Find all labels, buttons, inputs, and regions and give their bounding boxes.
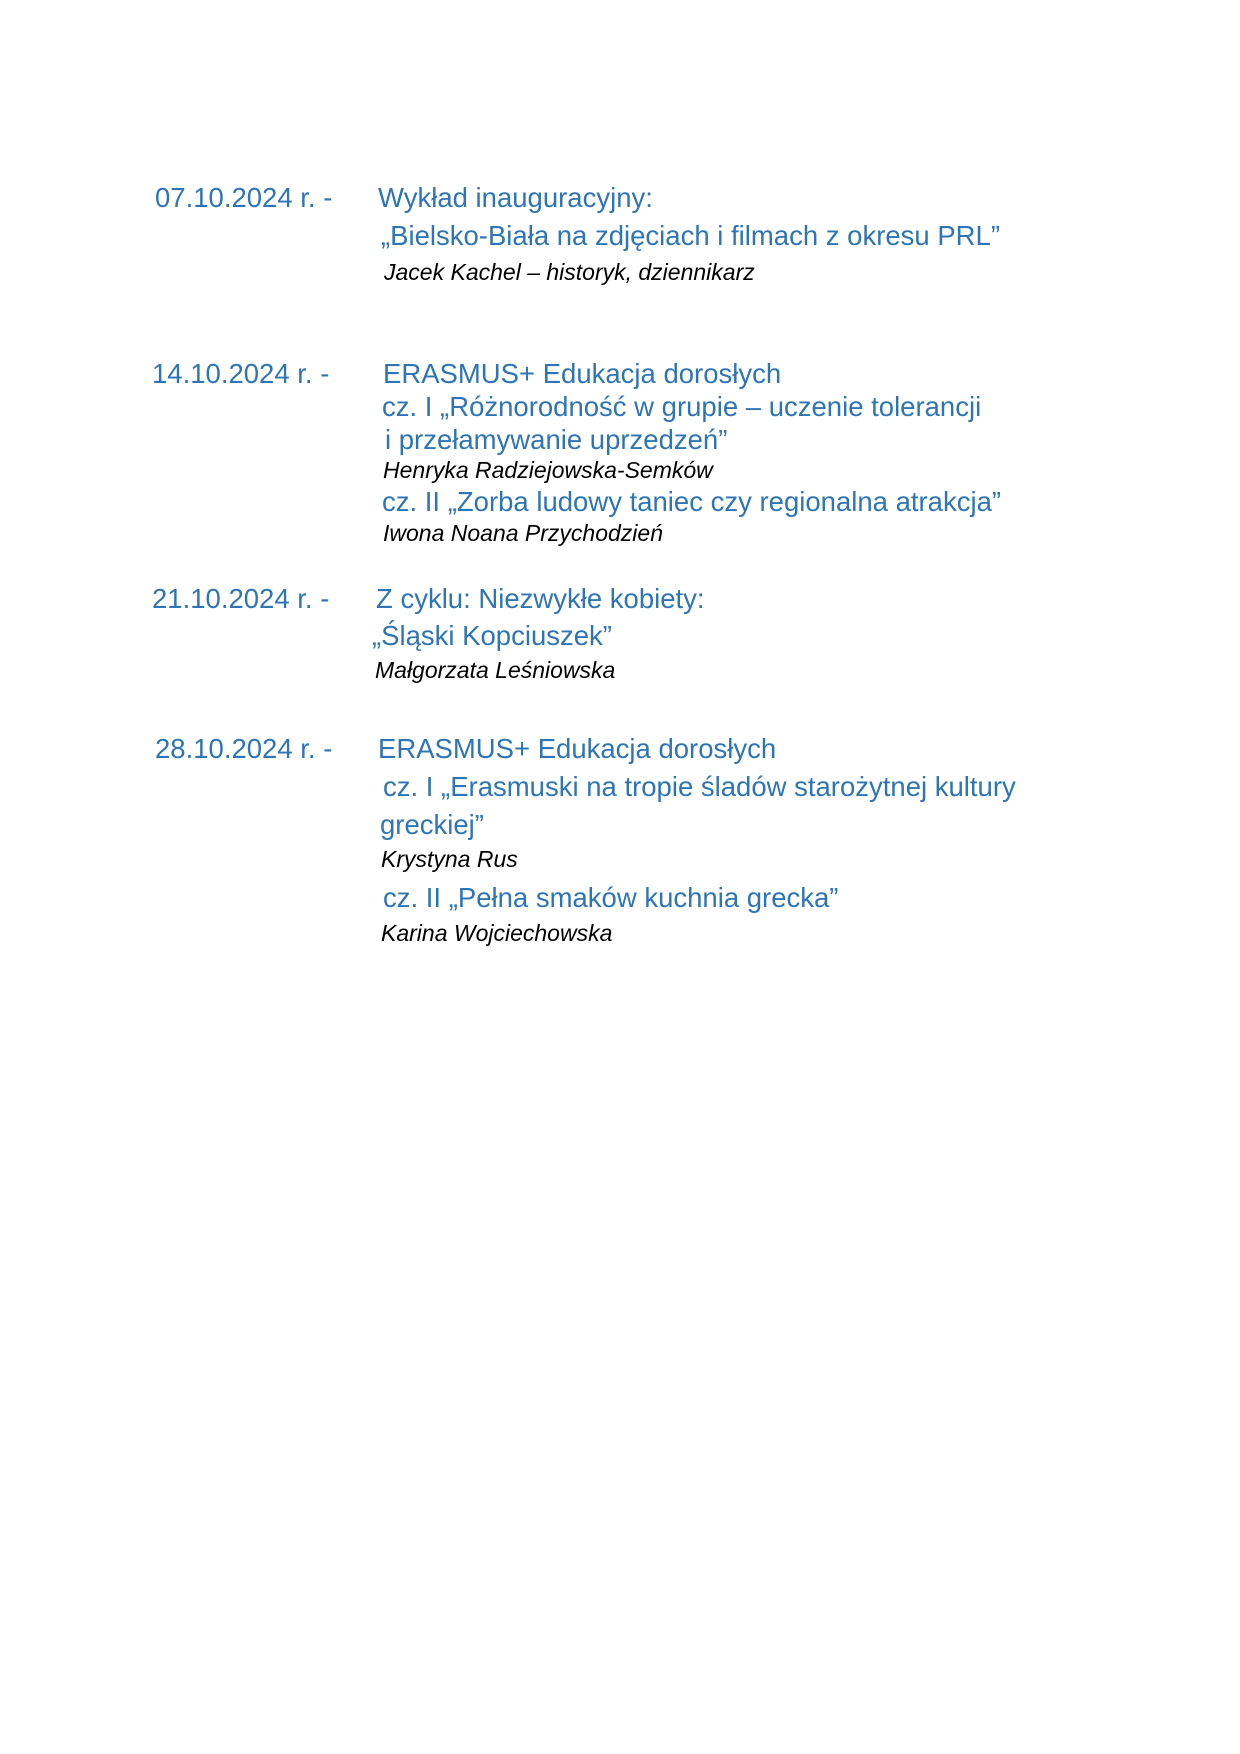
event-author: Karina Wojciechowska: [381, 920, 613, 946]
event-title: „Bielsko-Biała na zdjęciach i filmach z okresu PRL”: [381, 220, 1000, 251]
event-title: i przełamywanie uprzedzeń”: [385, 424, 728, 455]
event-title: greckiej”: [380, 809, 484, 840]
event-title: Wykład inauguracyjny:: [378, 182, 653, 213]
event-title: cz. II „Pełna smaków kuchnia grecka”: [383, 882, 839, 913]
event-author: Jacek Kachel – historyk, dziennikarz: [384, 259, 755, 285]
event-date: 07.10.2024 r. -: [155, 182, 333, 213]
event-author: Krystyna Rus: [381, 846, 518, 872]
event-date: 14.10.2024 r. -: [152, 358, 330, 389]
event-date: 21.10.2024 r. -: [152, 583, 330, 614]
event-date: 28.10.2024 r. -: [155, 733, 333, 764]
event-author: Małgorzata Leśniowska: [375, 657, 616, 683]
event-title: „Śląski Kopciuszek”: [372, 620, 612, 651]
event-title: cz. I „Erasmuski na tropie śladów starożytnej kultury: [383, 771, 1016, 802]
event-title: ERASMUS+ Edukacja dorosłych: [383, 358, 782, 389]
event-title: cz. I „Różnorodność w grupie – uczenie tolerancji: [382, 391, 982, 422]
event-author: Henryka Radziejowska-Semków: [383, 457, 713, 483]
event-title: ERASMUS+ Edukacja dorosłych: [378, 733, 777, 764]
event-title: cz. II „Zorba ludowy taniec czy regionalna atrakcja”: [382, 486, 1002, 517]
event-title: Z cyklu: Niezwykłe kobiety:: [376, 583, 705, 614]
event-author: Iwona Noana Przychodzień: [383, 520, 663, 546]
